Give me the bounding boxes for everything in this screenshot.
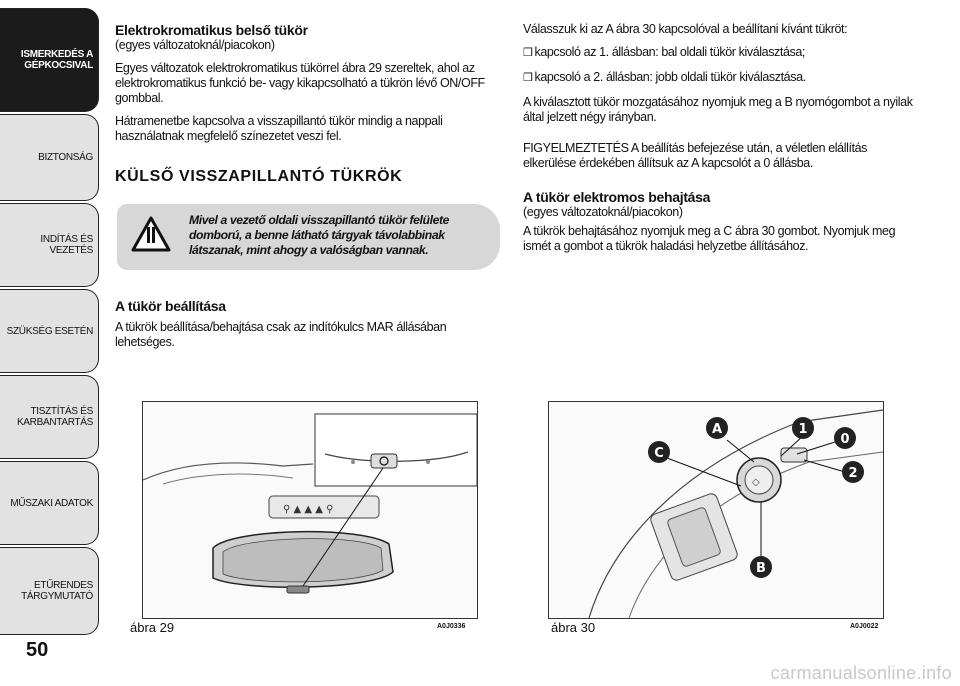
tab-biztonsag[interactable]: BIZTONSÁG: [0, 114, 99, 201]
callout-label: 0: [840, 432, 850, 447]
callout-label: B: [756, 561, 766, 576]
section-title-folding: A tükör elektromos behajtása: [523, 189, 711, 205]
tab-targymutato[interactable]: ETŰRENDES TÁRGYMUTATÓ: [0, 547, 99, 635]
tab-szukseg[interactable]: SZÜKSÉG ESETÉN: [0, 289, 99, 373]
paragraph: Válasszuk ki az A ábra 30 kapcsolóval a beállítani kívánt tükröt:: [523, 22, 848, 36]
figure-29-caption: ábra 29: [130, 620, 175, 635]
section-title-inner-mirror: Elektrokromatikus belső tükör: [115, 22, 308, 38]
warning-text: Mivel a vezető oldali visszapillantó tükör felülete domború, a benne látható tárgyak távolabbinak látszanak, mint ahogy a valóságban vannak.: [189, 213, 449, 257]
warning-box: [117, 204, 500, 270]
list-item: ❒ kapcsoló a 2. állásban: jobb oldali tükör kiválasztása.: [523, 70, 913, 86]
chapter-tabs: [0, 0, 100, 640]
svg-text:◇: ◇: [752, 477, 760, 488]
tab-tisztitas[interactable]: TISZTÍTÁS ÉS KARBANTARTÁS: [0, 375, 99, 459]
section-subtitle: (egyes változatoknál/piacokon): [115, 38, 275, 52]
tab-ismerkedes[interactable]: ISMERKEDÉS A GÉPKOCSIVAL: [0, 8, 99, 112]
chapter-heading: KÜLSŐ VISSZAPILLANTÓ TÜKRÖK: [115, 168, 403, 185]
section-title-adjust: A tükör beállítása: [115, 298, 226, 314]
mirror-switch-illustration: [549, 402, 883, 618]
bullet-list: [523, 45, 913, 86]
paragraph: Egyes változatok elektrokromatikus tükörrel ábra 29 szereltek, ahol az elektrokromatikus funkció be- vagy kikapcsolható a tükrön lévő ON/OFF gombbal.: [115, 61, 485, 105]
paragraph: A tükrök behajtásához nyomjuk meg a C ábra 30 gombot. Nyomjuk meg ismét a gombot a tükrök haladási helyzetbe állításához.: [523, 224, 896, 253]
figure-29-code: A0J0336: [437, 623, 466, 630]
paragraph: Hátramenetbe kapcsolva a visszapillantó tükör mindig a nappali használatnak megfelelő színezetet veszi fel.: [115, 114, 443, 143]
warning-triangle-icon: [131, 216, 171, 252]
figure-30-switch: [548, 401, 884, 619]
figure-30-caption: ábra 30: [551, 620, 596, 635]
right-column: [523, 22, 913, 262]
left-column: [115, 22, 503, 358]
paragraph: A kiválasztott tükör mozgatásához nyomjuk meg a B nyomógombot a nyilak által jelzett négy irányban.: [523, 95, 913, 124]
paragraph: FIGYELMEZTETÉS A beállítás befejezése után, a véletlen elállítás elkerülése érdekében állítsuk az A kapcsolót a 0 állásba.: [523, 141, 868, 170]
tab-muszaki[interactable]: MŰSZAKI ADATOK: [0, 461, 99, 545]
callout-label: 2: [848, 466, 858, 481]
list-item: ❒ kapcsoló az 1. állásban: bal oldali tükör kiválasztása;: [523, 45, 913, 61]
figure-30-code: A0J0022: [850, 623, 879, 630]
rearview-mirror-illustration: [143, 402, 477, 618]
svg-text:⚲ ▲ ▲ ▲ ⚲: ⚲ ▲ ▲ ▲ ⚲: [283, 504, 334, 515]
page-number: 50: [26, 639, 49, 661]
callout-label: C: [654, 446, 664, 461]
callout-label: 1: [798, 422, 808, 437]
section-subtitle: (egyes változatoknál/piacokon): [523, 205, 683, 219]
paragraph: A tükrök beállítása/behajtása csak az indítókulcs MAR állásában lehetséges.: [115, 320, 447, 349]
callout-label: A: [711, 422, 723, 437]
tab-inditas[interactable]: INDÍTÁS ÉS VEZETÉS: [0, 203, 99, 287]
watermark: carmanualsonline.info: [770, 663, 952, 683]
figure-29-mirror: [142, 401, 478, 619]
